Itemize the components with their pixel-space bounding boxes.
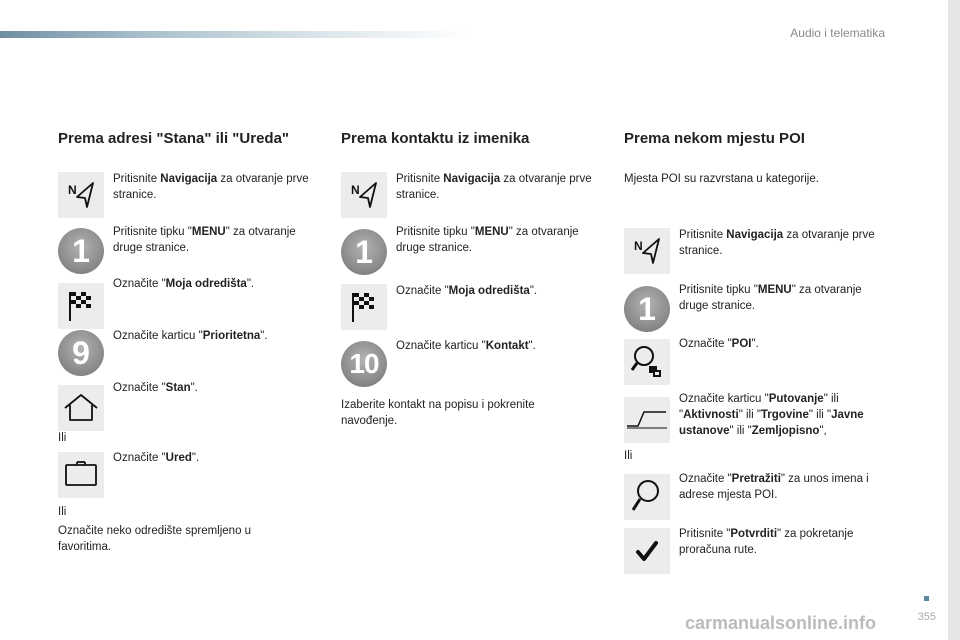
search-icon <box>624 474 670 520</box>
col2-heading: Prema kontaktu iz imenika <box>341 130 530 147</box>
col2-step-3: Označite "Moja odredišta". <box>396 285 538 297</box>
step-badge: 1 <box>58 228 104 274</box>
step-badge: 1 <box>624 286 670 332</box>
svg-text:N: N <box>68 183 77 197</box>
navigation-icon <box>58 172 104 218</box>
svg-text:N: N <box>634 239 643 253</box>
col3-heading: Prema nekom mjestu POI <box>624 130 805 147</box>
step-badge: 10 <box>341 341 387 387</box>
col3-step-4: Označite karticu "Putovanje" ili "Aktivnosti" ili "Trgovine" ili "Javne ustanove" ili "Zemljopisno", <box>679 393 864 437</box>
watermark-text: carmanualsonline.info <box>685 613 877 633</box>
col1-step-1: Pritisnite Navigacija za otvaranje prve stranice. <box>113 173 309 201</box>
navigation-icon <box>341 172 387 218</box>
col1-final: Označite neko odredište spremljeno u favoritima. <box>58 525 252 553</box>
col1-step-2: Pritisnite tipku "MENU" za otvaranje druge stranice. <box>113 226 296 254</box>
col1-heading: Prema adresi "Stana" ili "Ureda" <box>58 130 290 147</box>
tab-icon <box>624 397 670 443</box>
col3-intro: Mjesta POI su razvrstana u kategorije. <box>624 173 819 185</box>
navigation-icon <box>624 228 670 274</box>
step-badge: 1 <box>341 229 387 275</box>
or-label: Ili <box>58 432 67 444</box>
col2-final: Izaberite kontakt na popisu i pokrenite navođenje. <box>341 399 535 427</box>
page-marker <box>924 596 929 601</box>
checkered-flag-icon <box>341 284 387 330</box>
col2-step-1: Pritisnite Navigacija za otvaranje prve stranice. <box>396 173 592 201</box>
page-header-title: Audio i telematika <box>790 26 885 40</box>
col2-step-4: Označite karticu "Kontakt". <box>396 340 536 352</box>
or-label: Ili <box>58 506 67 518</box>
col3-step-2: Pritisnite tipku "MENU" za otvaranje druge stranice. <box>679 284 862 312</box>
col1-step-6: Označite "Ured". <box>113 452 200 464</box>
home-icon <box>58 385 104 431</box>
svg-text:N: N <box>351 183 360 197</box>
col3-step-6: Pritisnite "Potvrditi" za pokretanje proračuna rute. <box>679 528 854 556</box>
col3-step-5: Označite "Pretražiti" za unos imena i adrese mjesta POI. <box>679 473 869 501</box>
col1-step-4: Označite karticu "Prioritetna". <box>113 330 268 342</box>
col1-step-3: Označite "Moja odredišta". <box>113 278 255 290</box>
header-bar <box>0 31 470 38</box>
col1-step-5: Označite "Stan". <box>113 382 198 394</box>
col3-step-1: Pritisnite Navigacija za otvaranje prve stranice. <box>679 229 875 257</box>
checkmark-icon <box>624 528 670 574</box>
or-label: Ili <box>624 450 633 462</box>
checkered-flag-icon <box>58 283 104 329</box>
step-badge: 9 <box>58 330 104 376</box>
page-edge <box>948 0 960 640</box>
page-number: 355 <box>917 611 936 623</box>
poi-search-icon <box>624 339 670 385</box>
col3-step-3: Označite "POI". <box>679 338 759 350</box>
office-icon <box>58 452 104 498</box>
col2-step-2: Pritisnite tipku "MENU" za otvaranje druge stranice. <box>396 226 579 254</box>
